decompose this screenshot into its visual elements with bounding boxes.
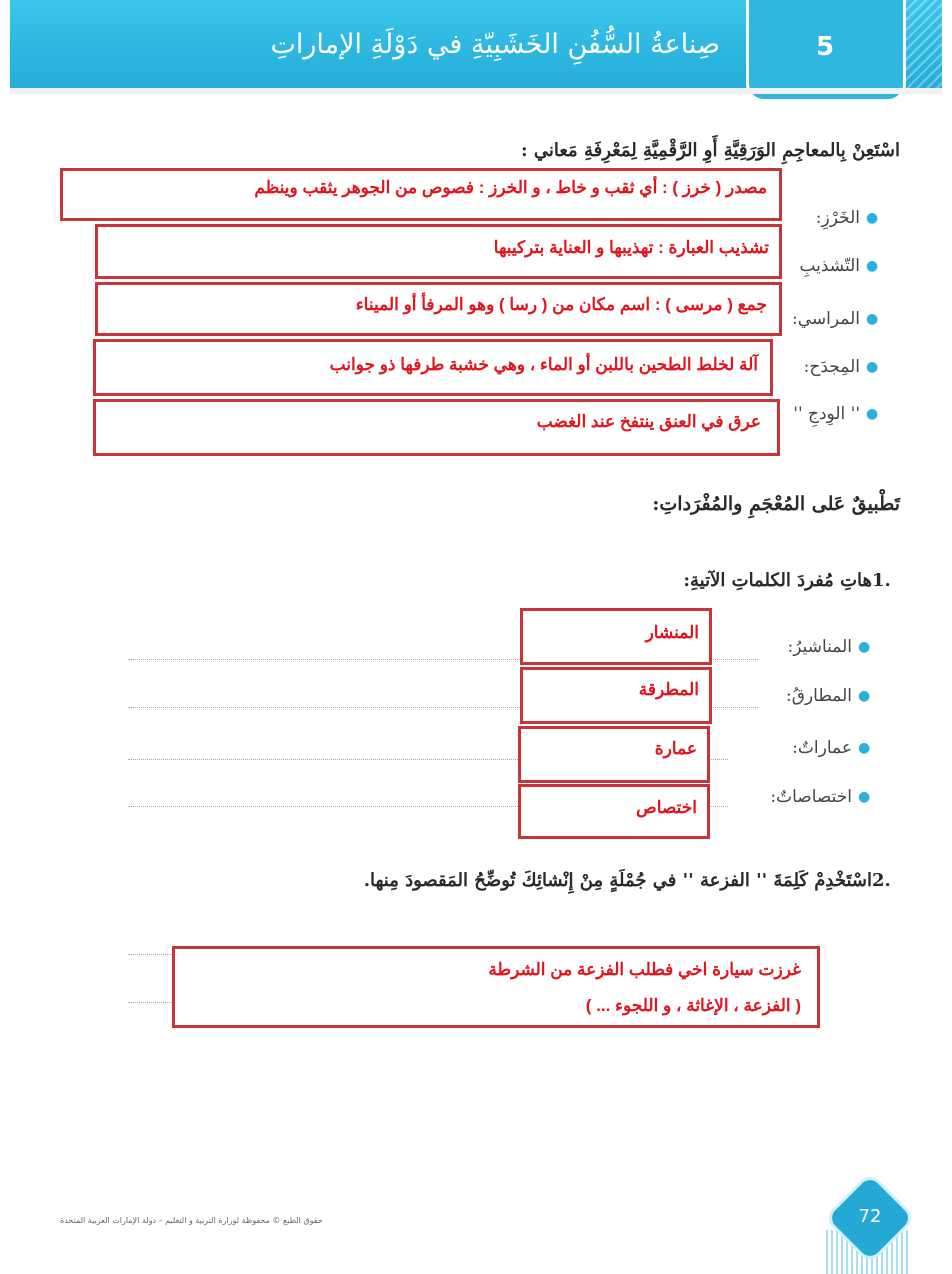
term-mijdah: المِجدَح:	[803, 357, 860, 377]
q2-number: 2.	[872, 870, 891, 891]
answer-box-kharz	[60, 168, 782, 221]
bullet-icon: ●	[858, 639, 871, 655]
bullet-icon: ●	[866, 406, 879, 422]
term-wadaj: '' الوِدجِ ''	[793, 404, 860, 424]
answer-tashdheeb: تشذيب العبارة : تهذيبها و العناية بتركيبها	[493, 238, 769, 257]
q1-text: هاتِ مُفردَ الكلماتِ الآتيةِ:	[683, 570, 872, 591]
answer-box-manasheer	[520, 608, 712, 665]
term-marasi: المراسي:	[792, 309, 860, 329]
answer-mijdah: آلة لخلط الطحين باللبن أو الماء ، وهي خشبة طرفها ذو جوانب	[329, 355, 758, 374]
answer-box-mijdah	[93, 339, 773, 396]
answer-box-marasi	[95, 282, 782, 336]
answer-box-wadaj	[93, 399, 780, 456]
answer-box-ikhtisasat	[518, 784, 710, 839]
bullet-icon: ●	[858, 740, 871, 756]
answer-box-faz3a	[172, 946, 820, 1028]
answer-faz3a-line2: ( الفزعة ، الإغاثة ، و اللجوء ... )	[585, 996, 801, 1015]
q2-text: اسْتَخْدِمْ كَلِمَةَ '' الفزعة '' في جُمْلَةٍ مِنْ إِنْشائِكَ تُوضِّحُ المَقصودَ مِنها.	[363, 870, 872, 891]
chapter-title: صِناعةُ السُّفُنِ الخَشَبِيّةِ في دَوْلَةِ الإماراتِ	[270, 29, 720, 60]
banner-pattern	[905, 0, 942, 93]
answer-box-mataariq	[520, 667, 712, 724]
section1-instruction: اسْتَعِنْ بِالمعاجِمِ الوَرَقِيَّةِ أَوِ الرَّقْمِيَّةِ لِمَعْرِفَةِ مَعاني :	[520, 140, 900, 161]
answer-kharz: مصدر ( خرز ) : أي ثقب و خاط ، و الخرز : فصوص من الجوهر يثقب وينظم	[254, 178, 767, 197]
answer-manasheer: المنشار	[645, 623, 699, 642]
answer-wadaj: عرق في العنق ينتفخ عند الغضب	[536, 412, 761, 431]
section2-heading: تَطْبيقٌ عَلى المُعْجَمِ والمُفْرَداتِ:	[652, 493, 900, 515]
answer-faz3a-line1: غرزت سيارة اخي فطلب الفزعة من الشرطة	[488, 960, 801, 979]
bullet-icon: ●	[866, 311, 879, 327]
chapter-number: 5	[815, 32, 835, 62]
q1-number: 1.	[872, 570, 891, 591]
banner-divider	[10, 88, 942, 94]
term-manasheer: المناشيرُ:	[787, 637, 852, 657]
bullet-icon: ●	[866, 258, 879, 274]
page-number: 72	[858, 1206, 882, 1227]
term-ikhtisasat: اختصاصاتٌ:	[770, 787, 852, 807]
answer-mataariq: المطرقة	[638, 680, 699, 699]
term-mataariq: المطارقُ:	[786, 686, 852, 706]
answer-box-imarat	[518, 726, 710, 783]
bullet-icon: ●	[858, 789, 871, 805]
answer-marasi: جمع ( مرسى ) : اسم مكان من ( رسا ) وهو المرفأ أو الميناء	[355, 295, 767, 314]
bullet-icon: ●	[858, 688, 871, 704]
term-imarat: عماراتٌ:	[792, 738, 852, 758]
bullet-icon: ●	[866, 359, 879, 375]
answer-imarat: عمارة	[654, 739, 697, 758]
term-tashdheeb: التّشذيبِ	[799, 256, 860, 276]
answer-box-tashdheeb	[95, 224, 782, 279]
answer-ikhtisasat: اختصاص	[636, 798, 697, 817]
bullet-icon: ●	[866, 210, 879, 226]
copyright-text: حقوق الطبع © محفوظة لوزارة التربية و التعليم – دولة الإمارات العربية المتحدة	[60, 1216, 323, 1225]
term-kharz: الخَرْزِ:	[815, 208, 860, 228]
